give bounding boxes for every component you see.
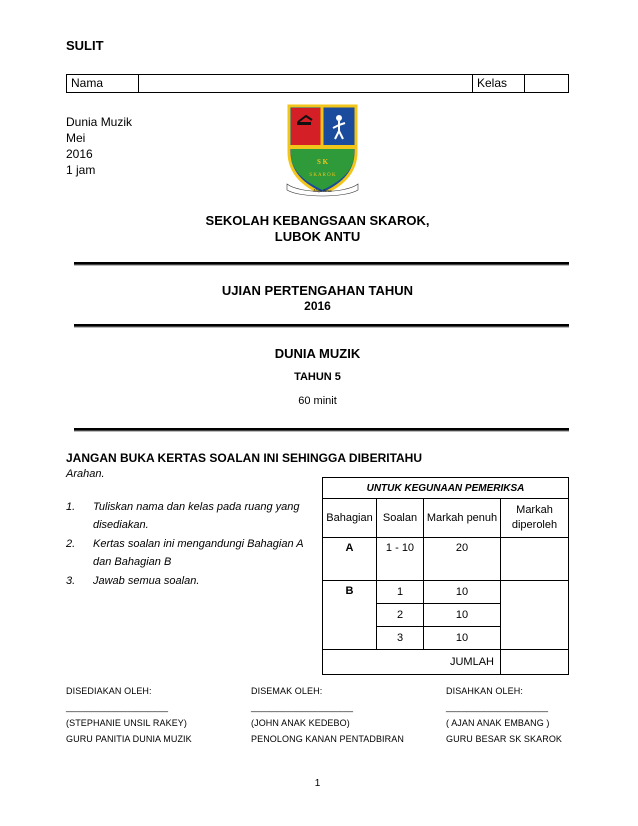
total-label: JUMLAH xyxy=(323,650,501,675)
signature-title: GURU PANITIA DUNIA MUZIK xyxy=(66,734,192,744)
signature-line: ____________________ xyxy=(251,702,354,712)
table-cell: B xyxy=(323,581,377,650)
paper-subject: DUNIA MUZIK xyxy=(274,346,361,361)
table-row xyxy=(323,581,569,604)
signature-role: DISAHKAN OLEH: xyxy=(446,686,523,696)
paper-minutes: 60 minit xyxy=(298,395,337,407)
signature-name: (STEPHANIE UNSIL RAKEY) xyxy=(66,718,187,728)
name-class-box xyxy=(66,74,569,93)
paper-year-level: TAHUN 5 xyxy=(294,371,341,383)
school-crest-logo xyxy=(285,104,360,198)
class-label: Kelas xyxy=(473,75,525,92)
list-item-number: 3. xyxy=(66,575,76,587)
logo-skarok-text: S K A R O K xyxy=(309,173,336,178)
divider-rule xyxy=(74,262,569,264)
list-item-text: Jawab semua soalan. xyxy=(93,575,200,587)
info-subject: Dunia Muzik xyxy=(66,115,133,129)
signature-approved xyxy=(446,686,562,744)
table-row xyxy=(323,538,569,581)
table-cell: 3 xyxy=(377,627,424,650)
marks-input-cell[interactable] xyxy=(501,538,569,581)
school-name: SEKOLAH KEBANGSAAN SKAROK, xyxy=(205,213,430,228)
table-cell: 20 xyxy=(424,538,501,581)
list-item xyxy=(66,535,316,571)
class-field[interactable] xyxy=(525,75,568,92)
info-year: 2016 xyxy=(66,147,93,161)
signature-prepared xyxy=(66,686,192,744)
list-item-text: Kertas soalan ini mengandungi Bahagian A dan Bahagian B xyxy=(93,538,304,568)
sulit-label: SULIT xyxy=(66,38,104,53)
list-item xyxy=(66,572,316,590)
table-header: Markah penuh xyxy=(424,499,501,538)
marks-table xyxy=(322,477,569,675)
page-number: 1 xyxy=(314,778,321,789)
signature-role: DISEDIAKAN OLEH: xyxy=(66,686,152,696)
table-cell: 10 xyxy=(424,627,501,650)
table-cell: 1 - 10 xyxy=(377,538,424,581)
list-item xyxy=(66,498,316,534)
signature-name: ( AJAN ANAK EMBANG ) xyxy=(446,718,550,728)
name-label: Nama xyxy=(67,75,139,92)
list-item-number: 1. xyxy=(66,501,76,513)
table-cell: 2 xyxy=(377,604,424,627)
table-row xyxy=(323,650,569,675)
list-item-text: Tuliskan nama dan kelas pada ruang yang disediakan. xyxy=(93,501,300,531)
table-header: Bahagian xyxy=(323,499,377,538)
divider-rule xyxy=(74,324,569,326)
table-header: Markah diperoleh xyxy=(501,499,569,538)
signature-name: (JOHN ANAK KEDEBO) xyxy=(251,718,350,728)
paper-info xyxy=(66,114,132,178)
table-header: Soalan xyxy=(377,499,424,538)
name-field[interactable] xyxy=(139,75,473,92)
instructions-heading: Arahan. xyxy=(66,468,105,480)
signature-checked xyxy=(251,686,404,744)
signature-title: GURU BESAR SK SKAROK xyxy=(446,734,563,744)
total-input-cell[interactable] xyxy=(501,650,569,675)
table-cell: 1 xyxy=(377,581,424,604)
exam-title: UJIAN PERTENGAHAN TAHUN xyxy=(221,283,414,298)
divider-rule xyxy=(74,428,569,430)
exam-year: 2016 xyxy=(304,299,331,313)
info-duration: 1 jam xyxy=(66,163,96,177)
signature-role: DISEMAK OLEH: xyxy=(251,686,323,696)
marks-table-title: UNTUK KEGUNAAN PEMERIKSA xyxy=(323,478,569,499)
table-cell: 10 xyxy=(424,604,501,627)
logo-ribbon-text: Maju Terus xyxy=(313,188,332,193)
list-item-number: 2. xyxy=(66,538,76,550)
logo-sk-text: S K xyxy=(316,158,329,166)
warning-text: JANGAN BUKA KERTAS SOALAN INI SEHINGGA DIBERITAHU xyxy=(66,451,423,465)
marks-input-cell[interactable] xyxy=(501,581,569,650)
instructions-list xyxy=(66,498,316,591)
signature-title: PENOLONG KANAN PENTADBIRAN xyxy=(251,734,404,744)
info-month: Mei xyxy=(66,131,86,145)
table-cell: A xyxy=(323,538,377,581)
table-cell: 10 xyxy=(424,581,501,604)
signature-line: ____________________ xyxy=(66,702,169,712)
school-location: LUBOK ANTU xyxy=(274,229,361,244)
signature-line: ____________________ xyxy=(446,702,549,712)
